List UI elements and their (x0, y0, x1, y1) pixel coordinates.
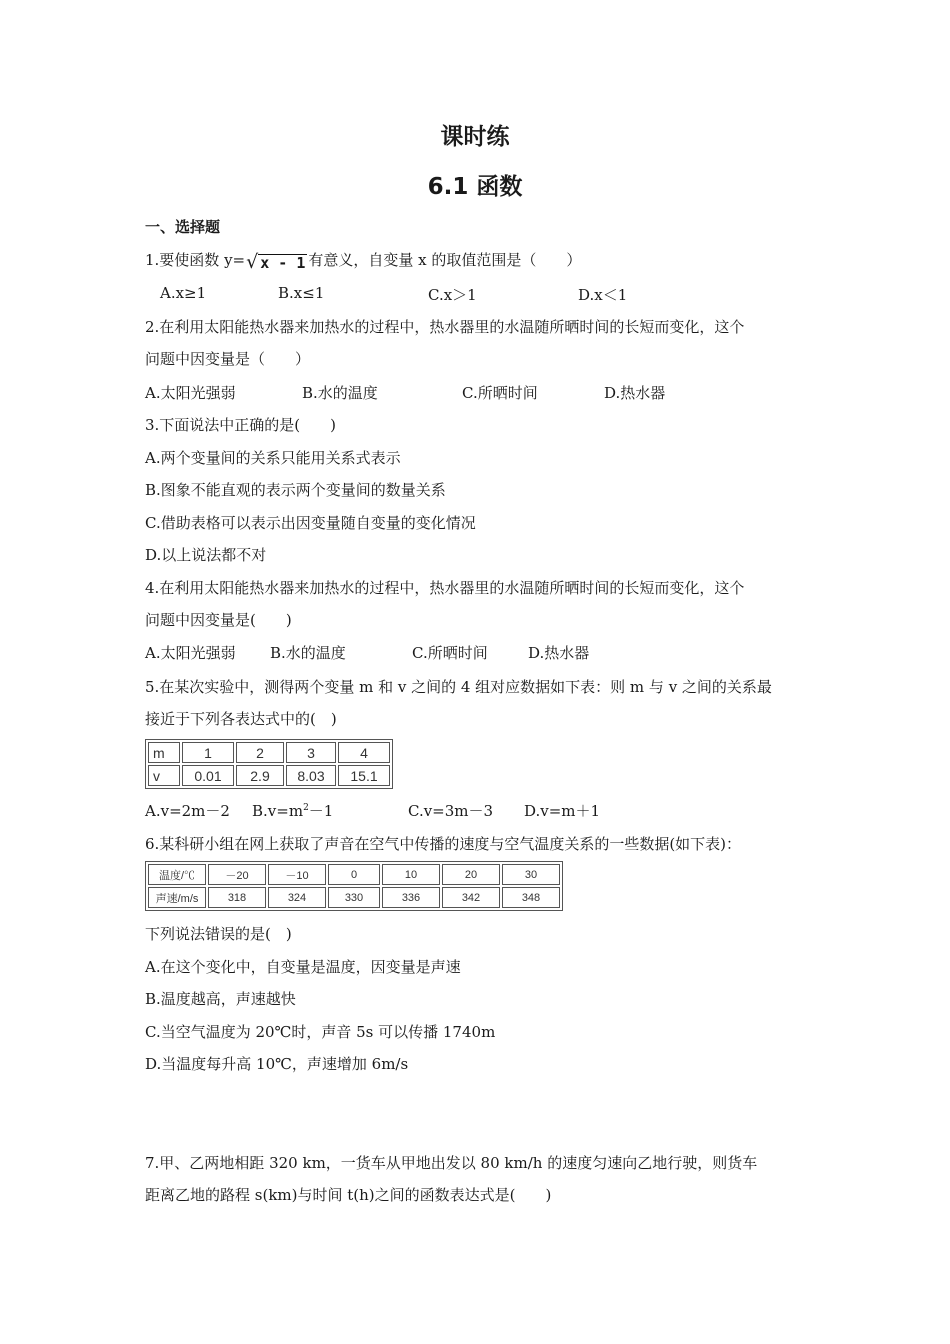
table-cell: 1 (182, 742, 234, 763)
radical-sign-icon: √ (246, 251, 259, 273)
q3-line-1: 3.下面说法中正确的是( ) (145, 416, 337, 434)
q4-line-2: 问题中因变量是( ) (145, 611, 292, 629)
table-row (148, 887, 560, 908)
table-cell: 30 (502, 864, 560, 885)
table-cell: 温度/℃ (148, 864, 206, 885)
q6-option-a: A.在这个变化中，自变量是温度，因变量是声速 (145, 958, 461, 976)
q1-option-a: A.x≥1 (160, 284, 207, 302)
q5-option-d: D.v=m＋1 (524, 802, 601, 820)
q2-line-2: 问题中因变量是（ ） (145, 350, 311, 368)
q5-option-b-post: －1 (308, 802, 334, 820)
q6-line-1: 6.某科研小组在网上获取了声音在空气中传播的速度与空气温度关系的一些数据(如下表)： (145, 835, 742, 853)
document-subtitle: 6.1 函数 (427, 174, 523, 200)
q6-option-c: C.当空气温度为 20℃时，声音 5s 可以传播 1740m (145, 1023, 496, 1041)
q1-option-c: C.x＞1 (428, 286, 477, 304)
q5-option-a: A.v=2m－2 (145, 802, 230, 820)
q3-option-a: A.两个变量间的关系只能用关系式表示 (145, 449, 401, 467)
table-cell: v (148, 765, 180, 786)
table-cell: 15.1 (338, 765, 390, 786)
table-cell: 20 (442, 864, 500, 885)
q4-option-d: D.热水器 (528, 644, 590, 662)
table-cell: －20 (208, 864, 266, 885)
table-cell: 348 (502, 887, 560, 908)
document-title: 课时练 (440, 124, 510, 150)
table-cell: 0 (328, 864, 380, 885)
sqrt-expression (246, 253, 307, 272)
table-cell: －10 (268, 864, 326, 885)
q2-option-d: D.热水器 (604, 384, 666, 402)
q5-option-b-pre: B.v=m (252, 802, 304, 820)
q5-option-c: C.v=3m－3 (408, 802, 494, 820)
section-heading: 一、选择题 (145, 218, 221, 236)
table-cell: 4 (338, 742, 390, 763)
q5-option-b (252, 800, 333, 821)
q4-option-c: C.所晒时间 (412, 644, 488, 662)
table-row (148, 864, 560, 885)
q1-option-d: D.x＜1 (578, 286, 628, 304)
q5-option-b-exponent: 2 (303, 803, 309, 813)
q6-prompt: 下列说法错误的是( ) (145, 925, 292, 943)
q7-line-1: 7.甲、乙两地相距 320 km，一货车从甲地出发以 80 km/h 的速度匀速向乙地行驶，则货车 (145, 1154, 758, 1172)
q1-radicand: x - 1 (260, 254, 306, 272)
table-cell: 10 (382, 864, 440, 885)
table-cell: 3 (286, 742, 336, 763)
q6-data-table (145, 861, 563, 911)
q2-option-c: C.所晒时间 (462, 384, 538, 402)
table-cell: 330 (328, 887, 380, 908)
q6-option-b: B.温度越高，声速越快 (145, 990, 296, 1008)
table-cell: 2 (236, 742, 284, 763)
table-cell: 8.03 (286, 765, 336, 786)
q1-option-b: B.x≤1 (278, 284, 325, 302)
q2-option-b: B.水的温度 (302, 384, 378, 402)
q7-line-2: 距离乙地的路程 s(km)与时间 t(h)之间的函数表达式是( ) (145, 1186, 552, 1204)
table-cell: 声速/m/s (148, 887, 206, 908)
table-cell: 318 (208, 887, 266, 908)
q4-line-1: 4.在利用太阳能热水器来加热水的过程中，热水器里的水温随所晒时间的长短而变化，这个 (145, 579, 745, 597)
q6-option-d: D.当温度每升高 10℃，声速增加 6m/s (145, 1055, 409, 1073)
q5-line-1: 5.在某次实验中，测得两个变量 m 和 v 之间的 4 组对应数据如下表：则 m 与 v 之间的关系最 (145, 678, 772, 696)
q2-option-a: A.太阳光强弱 (145, 384, 236, 402)
table-cell: 336 (382, 887, 440, 908)
table-row (148, 765, 390, 786)
q4-option-b: B.水的温度 (270, 644, 346, 662)
table-cell: 342 (442, 887, 500, 908)
q1-stem (145, 249, 581, 272)
q3-option-c: C.借助表格可以表示出因变量随自变量的变化情况 (145, 514, 476, 532)
q5-line-2: 接近于下列各表达式中的( ) (145, 710, 337, 728)
table-cell: 0.01 (182, 765, 234, 786)
table-row (148, 742, 390, 763)
q2-line-1: 2.在利用太阳能热水器来加热水的过程中，热水器里的水温随所晒时间的长短而变化，这个 (145, 318, 745, 336)
q3-option-d: D.以上说法都不对 (145, 546, 267, 564)
table-cell: m (148, 742, 180, 763)
table-cell: 2.9 (236, 765, 284, 786)
q1-stem-b: 有意义，自变量 x 的取值范围是（ ） (308, 251, 582, 269)
q4-option-a: A.太阳光强弱 (145, 644, 236, 662)
table-cell: 324 (268, 887, 326, 908)
q1-stem-a: 1.要使函数 y= (145, 251, 246, 269)
q3-option-b: B.图象不能直观的表示两个变量间的数量关系 (145, 481, 446, 499)
q5-data-table (145, 739, 393, 789)
